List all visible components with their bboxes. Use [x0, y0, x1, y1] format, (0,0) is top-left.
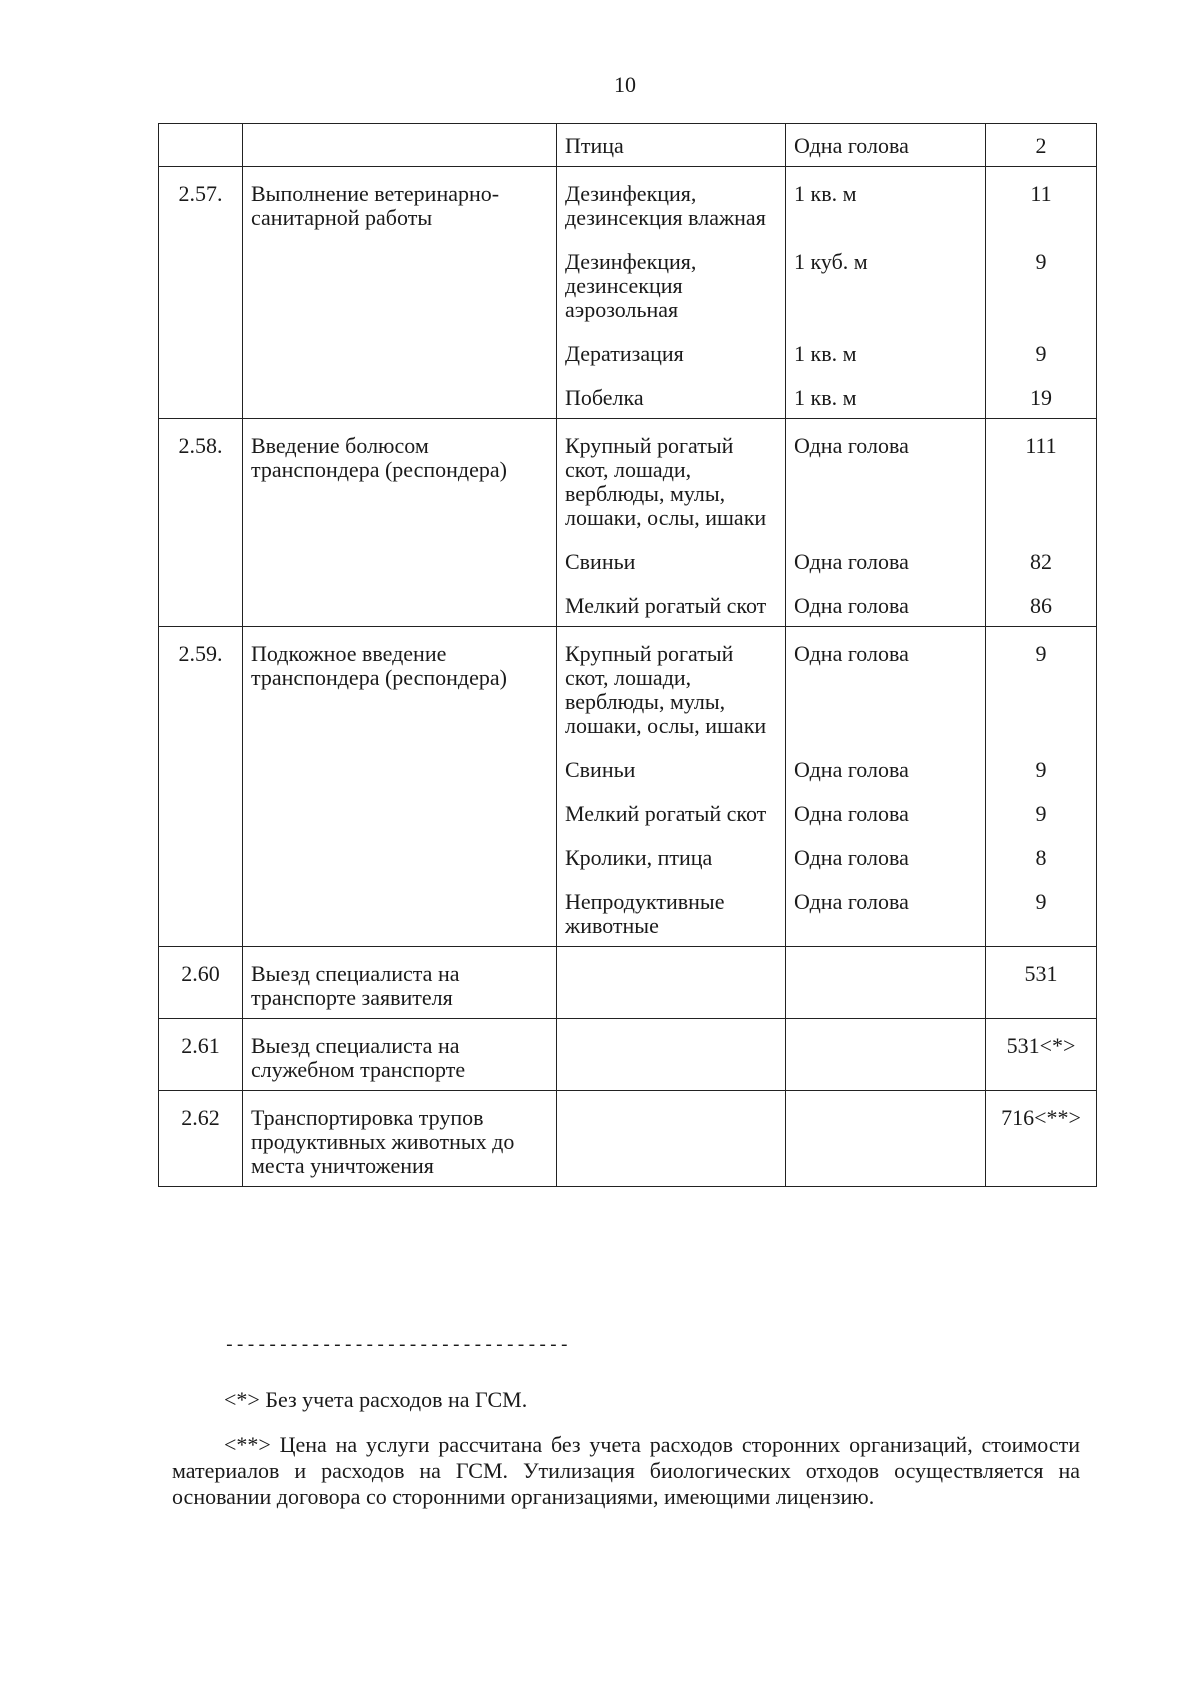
row-number — [159, 782, 243, 826]
row-number: 2.58. — [159, 419, 243, 531]
row-number — [159, 124, 243, 167]
animal-type: Побелка — [557, 366, 786, 419]
table-row — [159, 230, 1097, 322]
footnote-separator: -------------------------------- — [224, 1336, 570, 1356]
price: 531<*> — [986, 1019, 1097, 1091]
service-name — [243, 574, 557, 627]
service-name — [243, 322, 557, 366]
footnote-1: <*> Без учета расходов на ГСМ. — [224, 1387, 528, 1412]
table-row — [159, 574, 1097, 627]
animal-type: Мелкий рогатый скот — [557, 782, 786, 826]
animal-type: Крупный рогатый скот, лошади, верблюды, мулы, лошаки, ослы, ишаки — [557, 627, 786, 739]
unit: 1 кв. м — [786, 167, 986, 231]
unit: Одна голова — [786, 627, 986, 739]
service-name — [243, 230, 557, 322]
table-row — [159, 1091, 1097, 1187]
footnote-2: <**> Цена на услуги рассчитана без учета расходов сторонних организаций, стоимости материалов и расходов на ГСМ. Утилизация биологических отходов осуществляется на основании договора со сторонними организациями, имеющими лицензию. — [172, 1432, 1080, 1509]
table-row — [159, 947, 1097, 1019]
service-name: Транспортировка трупов продуктивных животных до места уничтожения — [243, 1091, 557, 1187]
row-number: 2.59. — [159, 627, 243, 739]
price: 2 — [986, 124, 1097, 167]
price: 9 — [986, 870, 1097, 947]
service-name — [243, 738, 557, 782]
price-table — [158, 123, 1097, 1187]
service-name: Выезд специалиста на транспорте заявителя — [243, 947, 557, 1019]
row-number — [159, 530, 243, 574]
row-number — [159, 230, 243, 322]
service-name — [243, 826, 557, 870]
row-number — [159, 738, 243, 782]
price: 716<**> — [986, 1091, 1097, 1187]
service-name — [243, 870, 557, 947]
price: 19 — [986, 366, 1097, 419]
unit — [786, 1091, 986, 1187]
price: 111 — [986, 419, 1097, 531]
price: 86 — [986, 574, 1097, 627]
animal-type: Дератизация — [557, 322, 786, 366]
animal-type: Непродуктивные животные — [557, 870, 786, 947]
row-number — [159, 366, 243, 419]
unit: 1 кв. м — [786, 366, 986, 419]
price: 82 — [986, 530, 1097, 574]
table-row — [159, 322, 1097, 366]
animal-type — [557, 1091, 786, 1187]
animal-type: Свиньи — [557, 530, 786, 574]
animal-type: Крупный рогатый скот, лошади, верблюды, мулы, лошаки, ослы, ишаки — [557, 419, 786, 531]
price: 9 — [986, 322, 1097, 366]
animal-type — [557, 947, 786, 1019]
unit: Одна голова — [786, 530, 986, 574]
row-number — [159, 826, 243, 870]
table-row — [159, 1019, 1097, 1091]
service-name: Введение болюсом транспондера (респондера) — [243, 419, 557, 531]
unit: Одна голова — [786, 782, 986, 826]
table-row — [159, 870, 1097, 947]
price: 9 — [986, 738, 1097, 782]
service-name: Подкожное введение транспондера (респондера) — [243, 627, 557, 739]
unit: Одна голова — [786, 419, 986, 531]
table-row — [159, 826, 1097, 870]
unit: Одна голова — [786, 738, 986, 782]
animal-type — [557, 1019, 786, 1091]
unit: 1 куб. м — [786, 230, 986, 322]
price: 9 — [986, 782, 1097, 826]
animal-type: Кролики, птица — [557, 826, 786, 870]
price: 11 — [986, 167, 1097, 231]
animal-type: Птица — [557, 124, 786, 167]
page-number: 10 — [614, 72, 636, 97]
service-name: Выполнение ветеринарно-санитарной работы — [243, 167, 557, 231]
table-row — [159, 419, 1097, 531]
table-row — [159, 782, 1097, 826]
price: 9 — [986, 230, 1097, 322]
unit — [786, 947, 986, 1019]
service-name: Выезд специалиста на служебном транспорте — [243, 1019, 557, 1091]
row-number: 2.60 — [159, 947, 243, 1019]
row-number: 2.61 — [159, 1019, 243, 1091]
unit — [786, 1019, 986, 1091]
unit: Одна голова — [786, 826, 986, 870]
table-row — [159, 124, 1097, 167]
row-number: 2.57. — [159, 167, 243, 231]
animal-type: Дезинфекция, дезинсекция влажная — [557, 167, 786, 231]
animal-type: Свиньи — [557, 738, 786, 782]
unit: Одна голова — [786, 574, 986, 627]
service-name — [243, 782, 557, 826]
price: 8 — [986, 826, 1097, 870]
animal-type: Мелкий рогатый скот — [557, 574, 786, 627]
table-row — [159, 738, 1097, 782]
row-number — [159, 870, 243, 947]
service-name — [243, 366, 557, 419]
table-row — [159, 530, 1097, 574]
row-number: 2.62 — [159, 1091, 243, 1187]
table-row — [159, 366, 1097, 419]
price: 531 — [986, 947, 1097, 1019]
service-name — [243, 530, 557, 574]
animal-type: Дезинфекция, дезинсекция аэрозольная — [557, 230, 786, 322]
row-number — [159, 574, 243, 627]
row-number — [159, 322, 243, 366]
table-row — [159, 167, 1097, 231]
unit: Одна голова — [786, 870, 986, 947]
table-row — [159, 627, 1097, 739]
price: 9 — [986, 627, 1097, 739]
unit: 1 кв. м — [786, 322, 986, 366]
unit: Одна голова — [786, 124, 986, 167]
service-name — [243, 124, 557, 167]
